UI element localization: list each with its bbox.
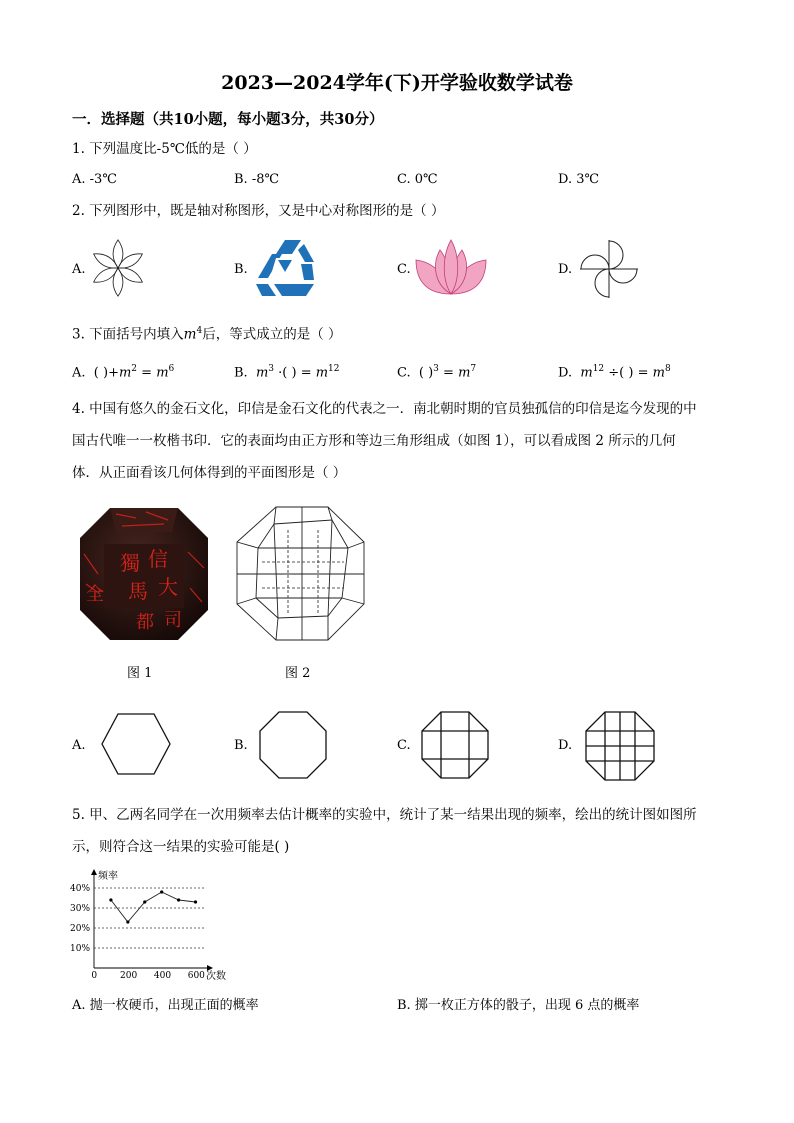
- q3-a-rexp: 6: [168, 364, 175, 374]
- q3-c-rexp: 7: [470, 364, 477, 374]
- q4-option-a-label: A.: [72, 738, 86, 753]
- seal-char-1: 獨: [120, 551, 140, 575]
- chart-ylabel: 频率: [98, 871, 118, 882]
- question-2-stem: 2. 下列图形中，既是轴对称图形，又是中心对称图形的是（ ）: [72, 203, 445, 219]
- pinwheel-icon: [578, 238, 640, 300]
- y-tick-label: 40%: [70, 884, 91, 894]
- y-tick-label: 30%: [70, 904, 91, 914]
- seal-char-3: 馬: [128, 579, 148, 603]
- frequency-line-chart: [68, 866, 238, 984]
- seal-photo-figure: [76, 504, 212, 644]
- q3-c-label: C.: [397, 365, 411, 381]
- q3-d-rexp: 8: [664, 364, 671, 374]
- q2-option-d-label: D.: [558, 262, 573, 277]
- polyhedron-wireframe-figure: [232, 504, 372, 644]
- x-tick-label: 200: [120, 971, 138, 981]
- q3-stem-suffix: 后，等式成立的是（ ）: [202, 326, 342, 343]
- six-petal-flower-icon: [88, 236, 148, 300]
- q1-option-d: D. 3℃: [558, 172, 600, 187]
- q2-option-a-label: A.: [72, 262, 86, 277]
- q3-d-rbase: m: [652, 365, 665, 381]
- question-5-line-2: 示，则符合这一结果的实验可能是( ): [72, 839, 290, 855]
- q3-b-label: B.: [234, 365, 248, 381]
- q3-a-base: m: [118, 365, 132, 381]
- q3-b-base: m: [255, 365, 269, 381]
- x-tick-label: 400: [153, 971, 172, 981]
- x-tick-label: 0: [91, 971, 98, 981]
- q1-option-c: C. 0℃: [397, 172, 438, 187]
- q1-option-b: B. -8℃: [234, 172, 280, 187]
- q3-c-pre: ( ): [418, 365, 434, 381]
- pink-lotus-icon: [414, 238, 488, 296]
- question-3-stem: [72, 318, 342, 348]
- data-point: [109, 898, 112, 901]
- y-axis-arrow: [91, 869, 97, 875]
- x-tick-label: 600: [187, 971, 205, 981]
- question-4-line-3: 体．从正面看该几何体得到的平面图形是（ ）: [72, 465, 347, 481]
- q5-option-a: A. 抛一枚硬币，出现正面的概率: [72, 998, 259, 1013]
- seal-char-5: 都: [136, 612, 154, 633]
- q3-b-rbase: m: [315, 365, 329, 381]
- question-4-line-2: 国古代唯一一枚楷书印．它的表面均由正方形和等边三角形组成（如图 1），可以看成图 2 所示的几何: [72, 433, 676, 449]
- q1-option-a: A. -3℃: [72, 172, 117, 187]
- q4-option-b-label: B.: [234, 738, 248, 753]
- chart-xlabel: 次数: [206, 971, 226, 982]
- q3-c-eq: =: [438, 365, 459, 381]
- octagon-grid-option-d: [584, 710, 656, 782]
- q4-option-c-label: C.: [397, 738, 411, 753]
- q2-option-b-label: B.: [234, 262, 248, 277]
- q3-c-rbase: m: [458, 365, 471, 381]
- octagon-grid-option-c: [420, 710, 490, 780]
- q3-a-exp: 2: [131, 364, 138, 374]
- recycle-triangle-logo-icon: [254, 238, 316, 298]
- q3-d-base: m: [580, 365, 593, 381]
- data-point: [194, 900, 197, 903]
- q3-stem-var: m: [183, 326, 197, 343]
- figure-1-caption: 图 1: [127, 666, 153, 681]
- q3-d-mid: ÷( ) =: [604, 365, 653, 381]
- q3-stem-exp: 4: [196, 326, 203, 336]
- seal-char-7: 全: [86, 584, 104, 605]
- octagon-option-b: [258, 710, 328, 780]
- seal-char-4: 大: [158, 575, 178, 599]
- y-tick-label: 10%: [70, 944, 91, 954]
- q3-c-exp0: 3: [433, 364, 439, 374]
- question-1-stem: 1. 下列温度比-5℃低的是（ ）: [72, 141, 257, 157]
- figure-2-caption: 图 2: [285, 666, 311, 681]
- q3-stem-prefix: 3. 下面括号内填入: [72, 326, 184, 343]
- hexagon-option-a: [100, 712, 172, 776]
- seal-char-6: 司: [164, 610, 182, 631]
- q3-d-exp: 12: [592, 364, 605, 374]
- question-5-line-1: 5. 甲、乙两名同学在一次用频率去估计概率的实验中，统计了某一结果出现的频率，绘出的统计图如图所: [72, 807, 697, 823]
- data-point: [177, 898, 180, 901]
- seal-char-2: 信: [148, 547, 168, 571]
- q3-d-label: D.: [558, 365, 573, 381]
- q3-option-a: [72, 364, 174, 380]
- q3-a-pre: ( )+: [93, 365, 119, 381]
- q3-a-rbase: m: [156, 365, 169, 381]
- q3-option-d: [558, 364, 671, 380]
- q3-b-exp: 3: [268, 364, 275, 374]
- q2-option-c-label: C.: [397, 262, 411, 277]
- q3-b-mid: ·( ) =: [274, 365, 316, 381]
- data-point: [143, 900, 146, 903]
- page-title: 2023—2024学年(下)开学验收数学试卷: [221, 72, 573, 94]
- series-line: [111, 892, 196, 922]
- q3-b-rexp: 12: [328, 364, 340, 374]
- q4-option-d-label: D.: [558, 738, 573, 753]
- q5-option-b: B. 掷一枚正方体的骰子，出现 6 点的概率: [397, 998, 640, 1013]
- q3-a-eq: =: [137, 365, 157, 381]
- question-4-line-1: 4. 中国有悠久的金石文化，印信是金石文化的代表之一．南北朝时期的官员独孤信的印信是迄今发现的中: [72, 401, 697, 417]
- q3-option-b: [234, 364, 340, 380]
- data-point: [126, 920, 129, 923]
- data-point: [160, 890, 163, 893]
- section-heading: 一．选择题（共10小题，每小题3分，共30分）: [72, 111, 384, 128]
- y-tick-label: 20%: [70, 924, 91, 934]
- q3-option-c: [397, 364, 476, 380]
- q3-a-label: A.: [72, 365, 86, 381]
